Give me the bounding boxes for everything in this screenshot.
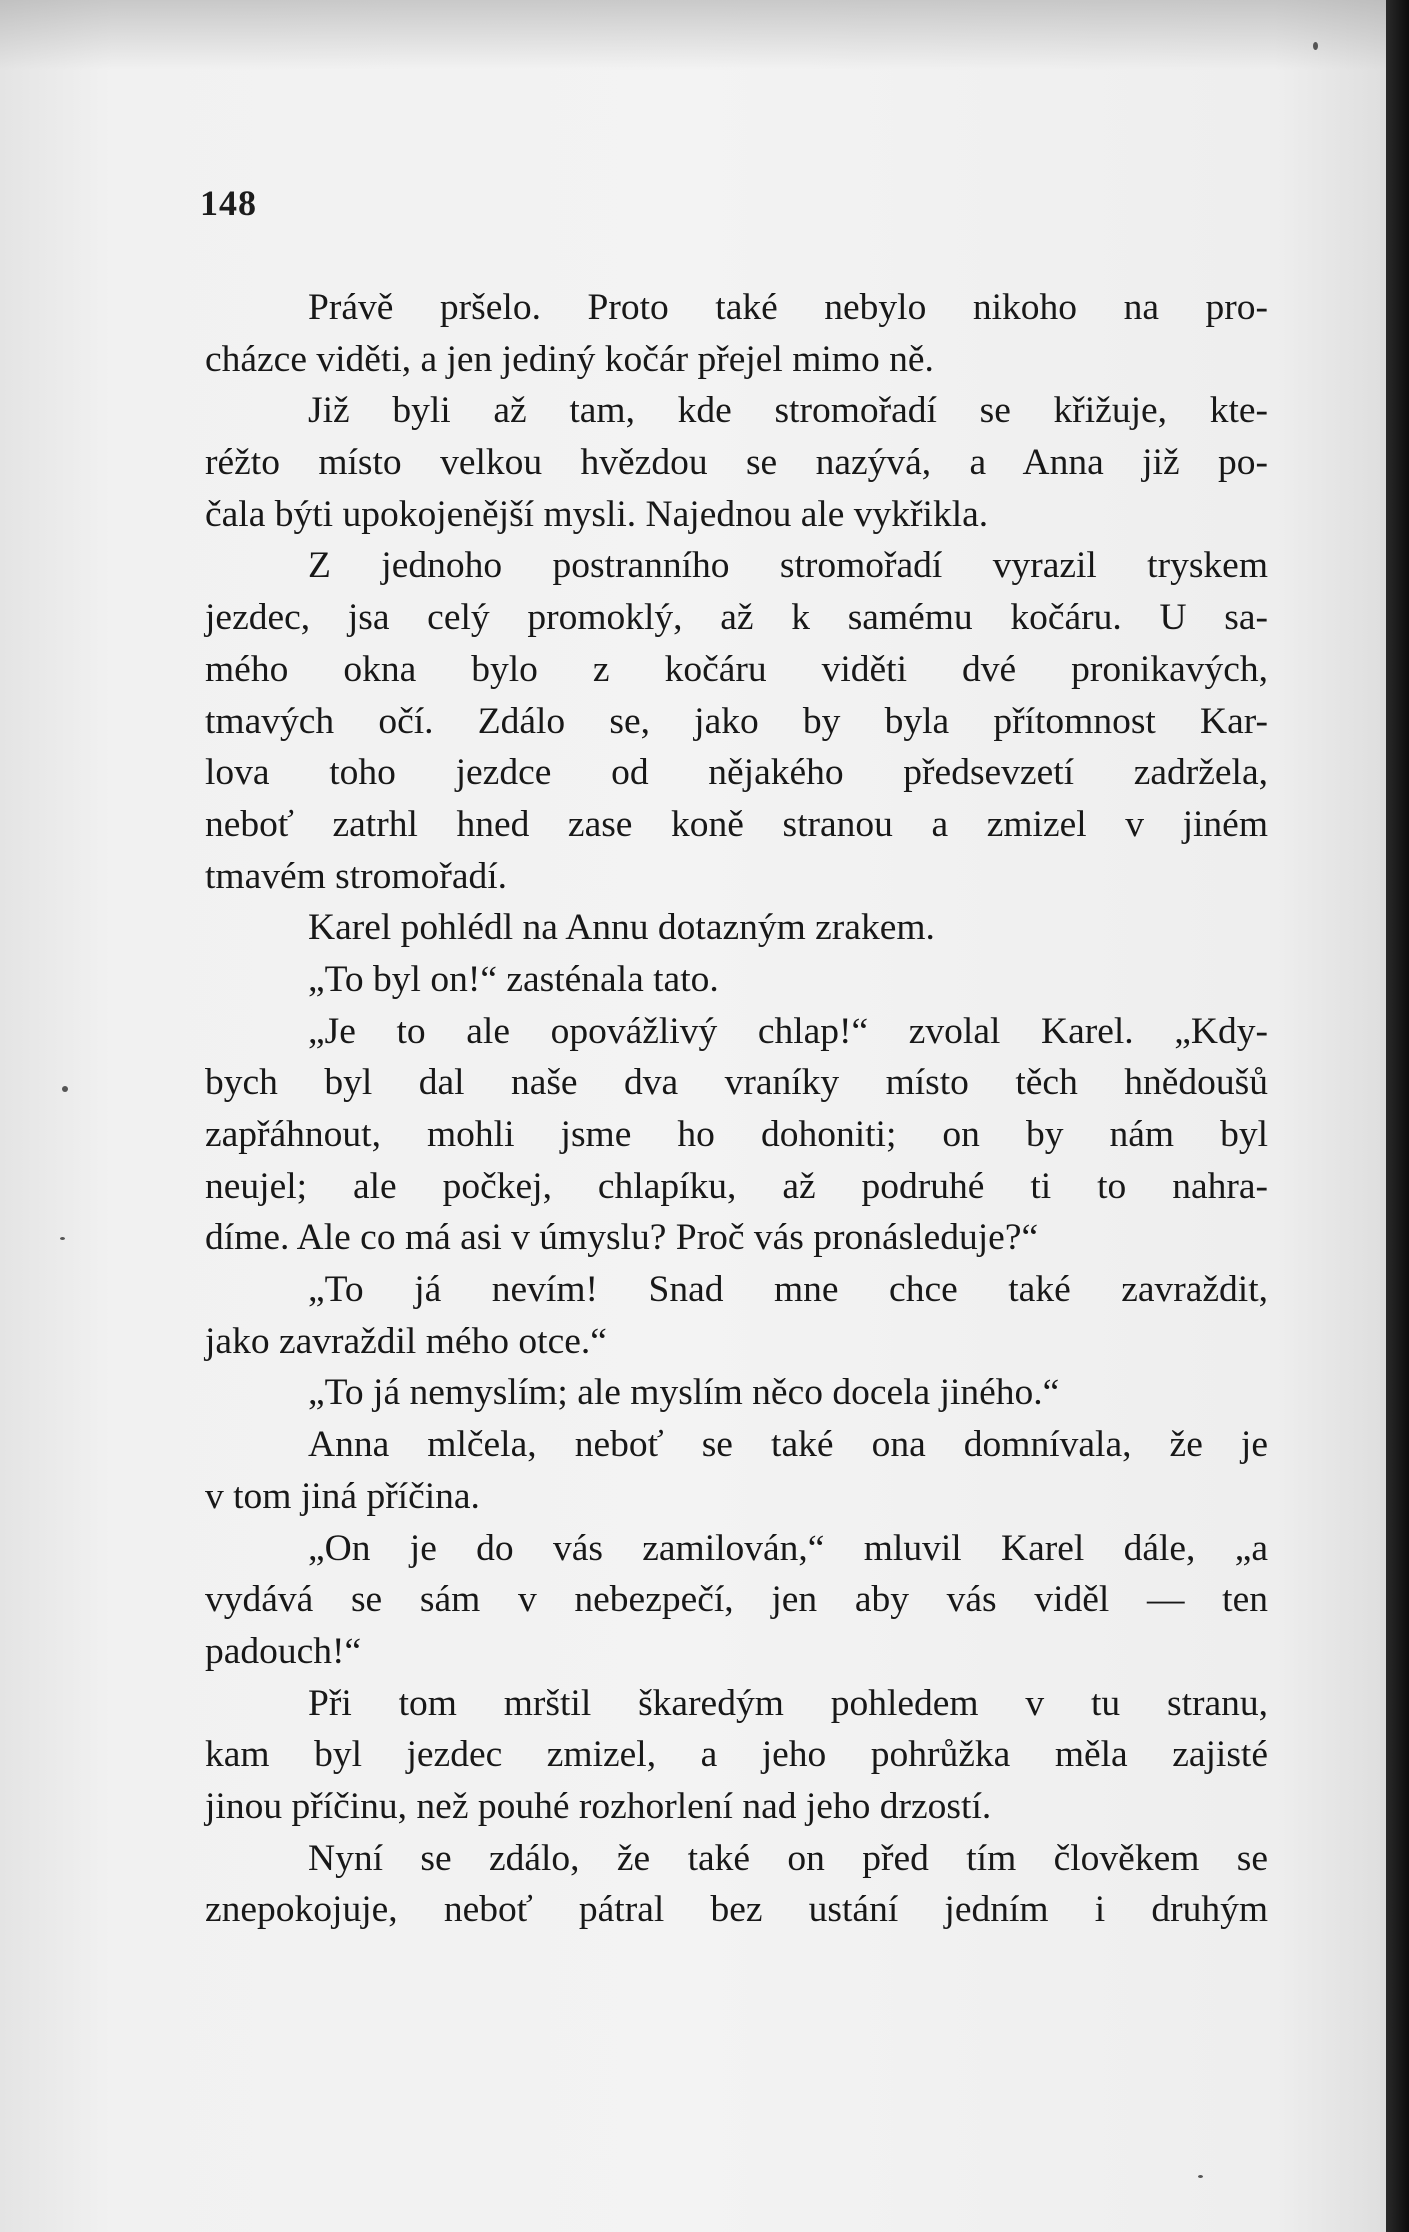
text-line: jako zavraždil mého otce.“	[205, 1320, 607, 1362]
text-line: „To byl on!“ zasténala tato.	[308, 958, 719, 1000]
text-line: Nyní se zdálo, že také on před tím člověkem se	[308, 1837, 1268, 1879]
text-line: zapřáhnout, mohli jsme ho dohoniti; on by nám byl	[205, 1114, 1268, 1155]
text-line: réžto místo velkou hvězdou se nazývá, a Anna již po-	[205, 442, 1268, 484]
text-line: bych byl dal naše dva vraníky místo těch hnědoušů	[205, 1062, 1268, 1104]
text-line: lova toho jezdce od nějakého předsevzetí zadržela,	[205, 752, 1268, 794]
text-line: díme. Ale co má asi v úmyslu? Proč vás pronásleduje?“	[205, 1217, 1039, 1259]
text-line: padouch!“	[205, 1630, 362, 1672]
text-line: „To já nevím! Snad mne chce také zavraždit,	[308, 1269, 1268, 1311]
text-line: Již byli až tam, kde stromořadí se křižuje, kte-	[308, 390, 1268, 432]
text-line: Karel pohlédl na Annu dotazným zrakem.	[308, 907, 935, 949]
text-line: kam byl jezdec zmizel, a jeho pohrůžka měla zajisté	[205, 1734, 1268, 1776]
text-line: tmavém stromořadí.	[205, 855, 508, 897]
text-line: „Je to ale opovážlivý chlap!“ zvolal Karel. „Kdy-	[308, 1010, 1268, 1052]
text-line: neujel; ale počkej, chlapíku, až podruhé ti to nahra-	[205, 1165, 1268, 1207]
text-line: jinou příčinu, než pouhé rozhorlení nad jeho drzostí.	[205, 1785, 992, 1827]
text-line: Z jednoho postranního stromořadí vyrazil tryskem	[308, 545, 1268, 587]
print-speck	[60, 1237, 65, 1240]
print-speck	[1313, 42, 1318, 50]
print-speck	[62, 1086, 68, 1092]
text-line: vydává se sám v nebezpečí, jen aby vás viděl — ten	[205, 1579, 1268, 1621]
text-line: Při tom mrštil škaredým pohledem v tu stranu,	[308, 1682, 1268, 1724]
body-text	[205, 282, 1268, 1936]
scan-dark-edge	[1386, 0, 1409, 2232]
text-line: v tom jiná příčina.	[205, 1475, 480, 1517]
text-line: „To já nemyslím; ale myslím něco docela jiného.“	[308, 1372, 1060, 1414]
print-speck	[1198, 2175, 1203, 2178]
text-line: čala býti upokojenější mysli. Najednou ale vykřikla.	[205, 493, 989, 535]
text-line: Právě pršelo. Proto také nebylo nikoho na pro-	[308, 287, 1268, 328]
text-line: Anna mlčela, neboť se také ona domnívala, že je	[308, 1424, 1268, 1466]
text-line: mého okna bylo z kočáru viděti dvé pronikavých,	[205, 648, 1268, 690]
text-line: „On je do vás zamilován,“ mluvil Karel dále, „a	[308, 1527, 1268, 1569]
page-top-shading	[0, 0, 1386, 70]
page-number: 148	[200, 183, 257, 223]
text-line: jezdec, jsa celý promoklý, až k samému kočáru. U sa-	[205, 597, 1268, 639]
text-line: cházce viděti, a jen jediný kočár přejel mimo ně.	[205, 338, 934, 380]
text-line: znepokojuje, neboť pátral bez ustání jedním i druhým	[205, 1889, 1268, 1931]
text-line: neboť zatrhl hned zase koně stranou a zmizel v jiném	[205, 803, 1268, 845]
text-line: tmavých očí. Zdálo se, jako by byla přítomnost Kar-	[205, 700, 1268, 742]
